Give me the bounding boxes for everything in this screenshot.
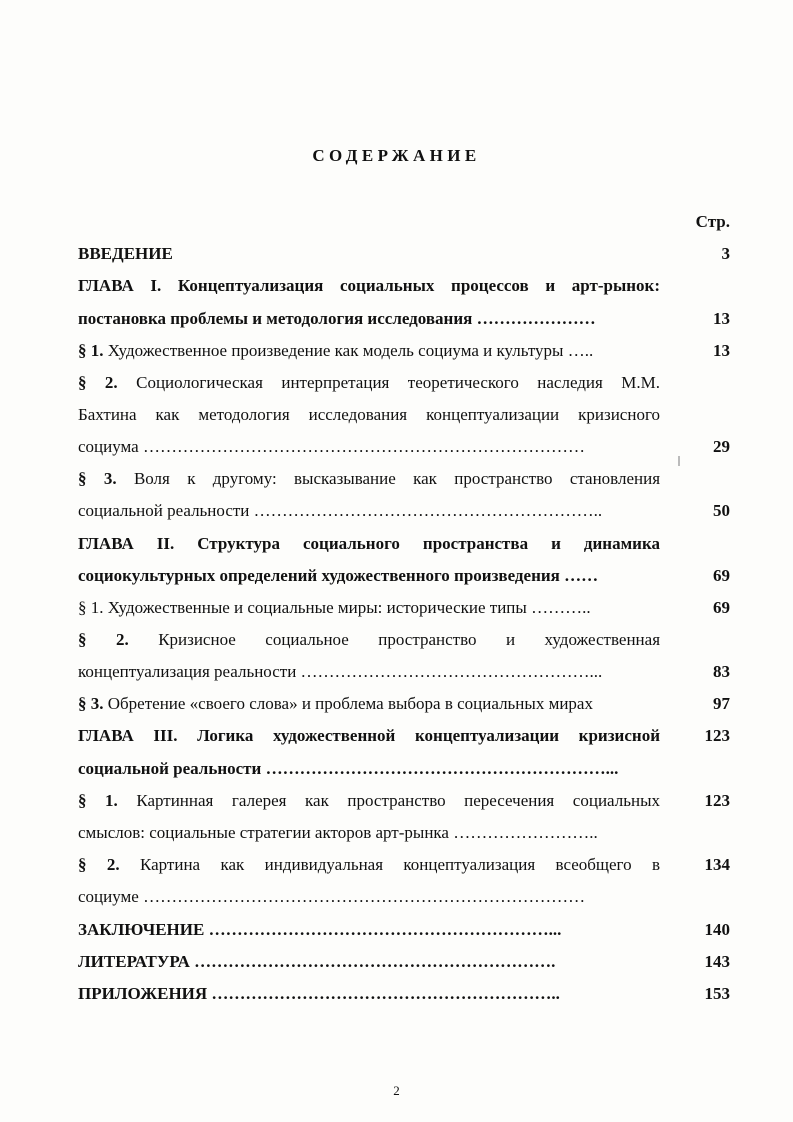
scan-mark — [678, 456, 680, 466]
page-column-header: Стр. — [695, 212, 730, 231]
toc-page-number: 69 — [713, 566, 730, 585]
section-title: Художественное произведение как модель социума и культуры ….. — [107, 341, 594, 360]
toc-page-number: 13 — [713, 309, 730, 328]
toc-page-number: 83 — [713, 662, 730, 681]
toc-section-2-2-cont: концептуализация реальности ……………………………………………... — [78, 662, 603, 681]
toc-section-1-2-cont2: социума …………………………………………………………………… — [78, 437, 585, 456]
toc-section-3-2 — [78, 855, 660, 879]
toc-section-1-1 — [78, 341, 660, 361]
toc-section-3-1 — [78, 791, 660, 815]
toc-page-number: 153 — [704, 984, 730, 1003]
toc-entry-conclusion: ЗАКЛЮЧЕНИЕ ……………………………………………………... — [78, 920, 562, 939]
toc-page-number: 3 — [721, 244, 730, 263]
toc-page-number: 69 — [713, 598, 730, 617]
section-title: Картина как индивидуальная концептуализация всеобщего в — [140, 855, 660, 874]
section-prefix: § 1. — [78, 341, 104, 360]
toc-chapter-1-title: ГЛАВА I. Концептуализация социальных процессов и арт-рынок: — [78, 276, 660, 295]
section-prefix: § 2. — [78, 373, 118, 392]
section-title: Обретение «своего слова» и проблема выбора в социальных мирах — [107, 694, 593, 713]
toc-page-number: 140 — [704, 920, 730, 939]
toc-chapter-1-title-cont: постановка проблемы и методология исследования ………………… — [78, 309, 596, 328]
toc-section-1-2-cont: Бахтина как методология исследования концептуализации кризисного — [78, 405, 660, 424]
toc-page-number: 97 — [713, 694, 730, 713]
toc-section-3-1-cont: смыслов: социальные стратегии акторов арт-рынка …………………….. — [78, 823, 598, 842]
section-prefix: § 1. — [78, 791, 118, 810]
footer-page-number: 2 — [393, 1083, 400, 1098]
toc-page-number: 143 — [704, 952, 730, 971]
toc-page-number: 123 — [704, 726, 730, 745]
page-title: СОДЕРЖАНИЕ — [312, 146, 481, 165]
toc-page-number: 134 — [704, 855, 730, 874]
toc-section-2-3 — [78, 694, 660, 714]
toc-page-number: 50 — [713, 501, 730, 520]
toc-chapter-3-title: ГЛАВА III. Логика художественной концептуализации кризисной — [78, 726, 660, 745]
toc-page-number: 13 — [713, 341, 730, 360]
toc-entry-references: ЛИТЕРАТУРА ………………………………………………………. — [78, 952, 556, 971]
section-title: Воля к другому: высказывание как пространство становления — [133, 469, 660, 488]
section-prefix: § 2. — [78, 630, 129, 649]
toc-entry-appendices: ПРИЛОЖЕНИЯ …………………………………………………….. — [78, 984, 560, 1003]
toc-chapter-3-title-cont: социальной реальности ……………………………………………………... — [78, 759, 619, 778]
toc-entry-introduction: ВВЕДЕНИЕ — [78, 244, 173, 263]
toc-section-1-2 — [78, 373, 660, 397]
section-title: Кризисное социальное пространство и художественная — [158, 630, 660, 649]
section-prefix: § 3. — [78, 469, 117, 488]
toc-chapter-2-title-cont: социокультурных определений художественного произведения …… — [78, 566, 599, 585]
toc-section-1-3-cont: социальной реальности …………………………………………………….. — [78, 501, 603, 520]
section-prefix: § 2. — [78, 855, 120, 874]
toc-page-number: 123 — [704, 791, 730, 810]
toc-chapter-2-title: ГЛАВА II. Структура социального пространства и динамика — [78, 534, 660, 553]
toc-section-2-1: § 1. Художественные и социальные миры: исторические типы ……….. — [78, 598, 591, 617]
toc-section-3-2-cont: социуме …………………………………………………………………… — [78, 887, 586, 906]
section-title: Картинная галерея как пространство пересечения социальных — [136, 791, 660, 810]
section-prefix: § 3. — [78, 694, 104, 713]
toc-section-2-2 — [78, 630, 660, 654]
section-title: Социологическая интерпретация теоретического наследия М.М. — [136, 373, 660, 392]
toc-section-1-3 — [78, 469, 660, 493]
toc-page-number: 29 — [713, 437, 730, 456]
